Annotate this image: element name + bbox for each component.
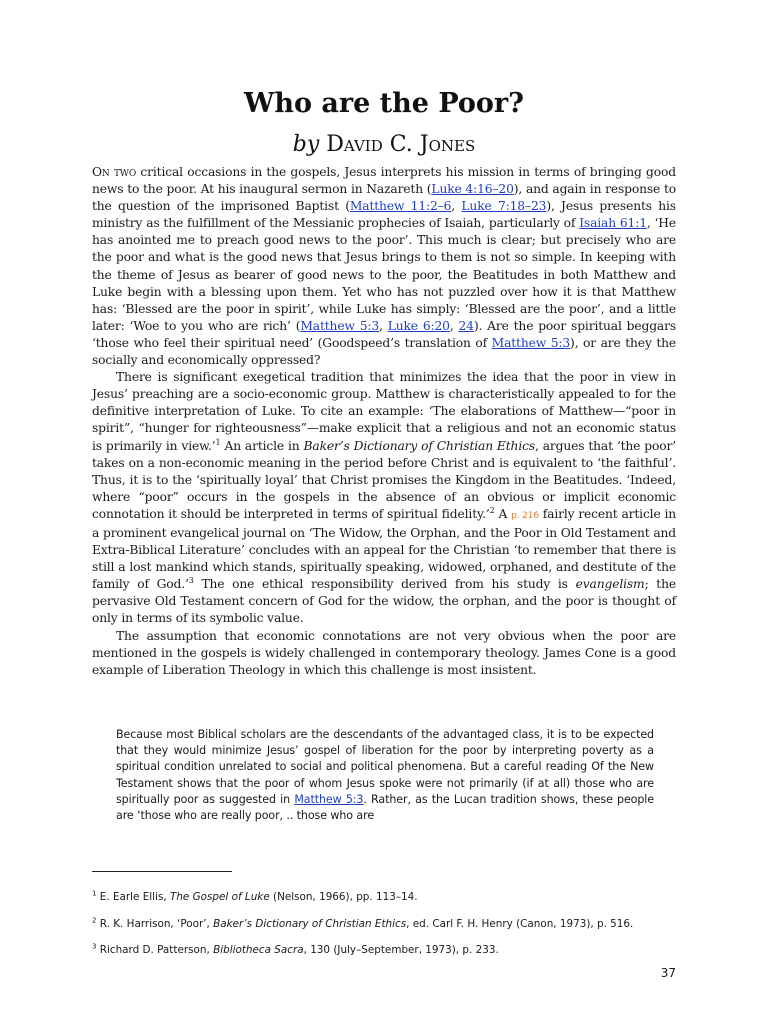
paragraph-2: There is significant exegetical tradition that minimizes the idea that the poor in view in Jesus’ preaching are a socio-economic group. Matthew is characteristically appealed to for the definitive interpretation of Luke. To cite an example: ‘The elaborations of Matthew—“poor in spirit”, “hunger for righteousness”—make explicit that a religious and not an economic status is primarily in view.’$^1$ An article in Baker’s Dictionary of Christian Ethics, argues that ‘the poor’ takes on a non-economic meaning in the period before Christ and is equivalent to ‘the faithful’. Thus, it is to the ‘spiritually loyal’ that Christ promises the Kingdom in the Beatitudes. ‘Indeed, where “poor” occurs in the gospels in the absence of an obvious or implicit economic connotation it should be interpreted in terms of spiritual fidelity.’$^2$ A p. 216 fairly recent article in a prominent evangelical journal on ‘The Widow, the Orphan, and the Poor in Old Testament and Extra-Biblical Literature’ concludes with an appeal for the Christian ‘to remember that there is still a lost mankind which stands, spiritually speaking, widowed, orphaned, and destitute of the family of God.’$^3$ The one ethical responsibility derived from his study is evangelism; the pervasive Old Testament concern of God for the widow, the orphan, and the poor is thought of only in terms of its symbolic value. (92, 370, 676, 626)
scripture-link[interactable]: Luke 7:18–23 (461, 199, 547, 214)
scripture-link[interactable]: Matthew 5:3 (300, 318, 380, 333)
footnote-ref[interactable]: 1 (215, 437, 221, 447)
footnote-3: $^3$ Richard D. Patterson, Bibliotheca Sacra, 130 (July–September, 1973), p. 233. (92, 942, 499, 956)
scripture-link[interactable]: Matthew 11:2–6 (349, 199, 452, 214)
scripture-link[interactable]: Matthew 5:3 (294, 792, 364, 806)
article-body (92, 164, 676, 679)
scripture-link[interactable]: Isaiah 61:1 (579, 216, 647, 231)
page-title: Who are the Poor? (244, 88, 524, 119)
byline (0, 132, 768, 157)
page-number: 37 (660, 966, 676, 980)
paragraph-3: The assumption that economic connotations are not very obvious when the poor are mentioned in the gospels is widely challenged in contemporary theology. James Cone is a good example of Liberation Theology in which this challenge is most insistent. (92, 628, 676, 677)
block-quote (116, 727, 654, 824)
paragraph-1: On two critical occasions in the gospels, Jesus interprets his mission in terms of bringing good news to the poor. At his inaugural sermon in Nazareth (Luke 4:16–20), and again in response to the question of the imprisoned Baptist (Matthew 11:2–6, Luke 7:18–23), Jesus presents his ministry as the fulfillment of the Messianic prophecies of Isaiah, particularly of Isaiah 61:1, ‘He has anointed me to preach good news to the poor’. This much is clear; but precisely who are the poor and what is the good news that Jesus brings to them is not so simple. In keeping with the theme of Jesus as bearer of good news to the poor, the Beatitudes in both Matthew and Luke begin with a blessing upon them. Yet who has not puzzled over how it is that Matthew has: ‘Blessed are the poor in spirit’, while Luke has simply: ‘Blessed are the poor’, and a little later: ‘Woe to you who are rich’ (Matthew 5:3, Luke 6:20, 24). Are the poor spiritual beggars ‘those who feel their spiritual need’ (Goodspeed’s translation of Matthew 5:3), or are they the socially and economically oppressed? (92, 165, 677, 368)
scripture-link[interactable]: 24 (458, 318, 474, 333)
quote-text: Because most Biblical scholars are the descendants of the advantaged class, it is to be expected that they would minimize Jesus’ gospel of liberation for the poor by interpreting poverty as a spiritual condition unrelated to social and political phenomena. But a careful reading Of the New Testament shows that the poor of whom Jesus spoke were not primarily (if at all) those who are spiritually poor as suggested in Matthew 5:3. Rather, as the Lucan tradition shows, these people are ‘those who are really poor, .. those who are (116, 728, 655, 823)
scripture-link[interactable]: Matthew 5:3 (491, 335, 571, 350)
footnote-ref[interactable]: 2 (489, 505, 495, 515)
scripture-link[interactable]: Luke 6:20 (387, 318, 450, 333)
scripture-link[interactable]: Luke 4:16–20 (431, 182, 514, 197)
footnote-2: $^2$ R. K. Harrison, ‘Poor’, Baker’s Dictionary of Christian Ethics, ed. Carl F. H. Henry (Canon, 1973), p. 516. (92, 916, 634, 930)
book-title: Baker’s Dictionary of Christian Ethics (303, 438, 535, 453)
footnote-ref[interactable]: 3 (188, 576, 194, 586)
author-name: David C. Jones (326, 132, 476, 157)
page-marker: p. 216 (511, 510, 539, 521)
footnote-divider (92, 871, 232, 872)
emphasis: evangelism (575, 577, 645, 592)
footnote-1: $^1$ E. Earle Ellis, The Gospel of Luke (Nelson, 1966), pp. 113–14. (92, 889, 418, 903)
byline-by: by (292, 132, 320, 157)
dropcap-words: On two (92, 165, 137, 179)
